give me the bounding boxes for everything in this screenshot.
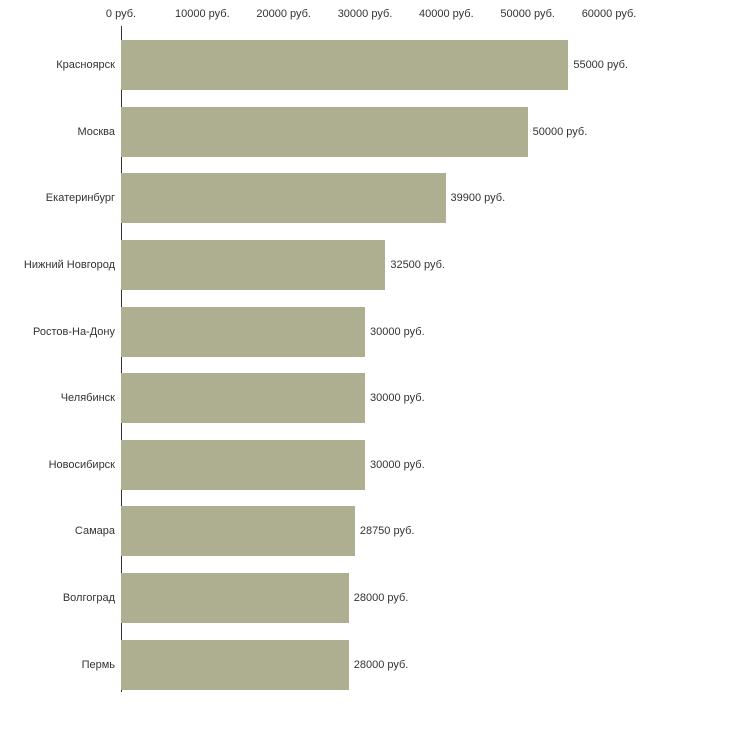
category-label: Пермь [81, 658, 115, 671]
bar-value-label: 28000 руб. [353, 592, 409, 605]
x-tick-label: 50000 руб. [500, 8, 555, 20]
category-label: Волгоград [62, 592, 115, 605]
bar[interactable] [121, 440, 365, 490]
x-tick-label: 40000 руб. [419, 8, 474, 20]
x-axis-tick-labels [0, 0, 730, 26]
category-label: Новосибирск [48, 458, 115, 471]
bar[interactable] [121, 173, 446, 223]
bar-row [74, 502, 730, 569]
bar-row [62, 569, 730, 636]
bar-row [45, 169, 730, 236]
x-tick-label: 60000 руб. [581, 8, 637, 20]
bar-row [48, 436, 730, 503]
bar-row [77, 103, 730, 170]
bar[interactable] [121, 573, 349, 623]
category-label: Ростов-На-Дону [32, 325, 115, 338]
category-label: Челябинск [60, 392, 115, 405]
x-tick-label: 10000 руб. [175, 8, 230, 20]
bar[interactable] [121, 640, 349, 690]
bar-value-label: 55000 руб. [573, 59, 628, 72]
category-label: Красноярск [56, 59, 115, 72]
bar-row [81, 635, 730, 702]
bar-value-label: 30000 руб. [370, 458, 425, 471]
x-tick-label: 20000 руб. [256, 8, 311, 20]
category-label: Нижний Новгород [23, 259, 115, 272]
bar-value-label: 28750 руб. [359, 525, 415, 538]
bar-row [32, 302, 730, 369]
x-tick-label: 30000 руб. [337, 8, 393, 20]
bar[interactable] [121, 107, 528, 157]
category-label: Москва [77, 125, 115, 138]
plot-area [23, 26, 730, 716]
bar[interactable] [121, 240, 385, 290]
bar-value-label: 28000 руб. [353, 658, 409, 671]
bar-row [23, 236, 730, 303]
bar-value-label: 30000 руб. [370, 325, 425, 338]
bar-row [56, 36, 730, 103]
bar-value-label: 50000 руб. [532, 125, 588, 138]
bar-row [60, 369, 730, 436]
bar[interactable] [121, 40, 568, 90]
x-tick-label: 0 руб. [105, 8, 137, 20]
bar-value-label: 30000 руб. [370, 392, 425, 405]
bar-value-label: 32500 руб. [390, 259, 445, 272]
category-label: Екатеринбург [45, 192, 115, 205]
category-label: Самара [74, 525, 115, 538]
bar-value-label: 39900 руб. [450, 192, 506, 205]
bar[interactable] [121, 506, 355, 556]
bar[interactable] [121, 307, 365, 357]
bar[interactable] [121, 373, 365, 423]
